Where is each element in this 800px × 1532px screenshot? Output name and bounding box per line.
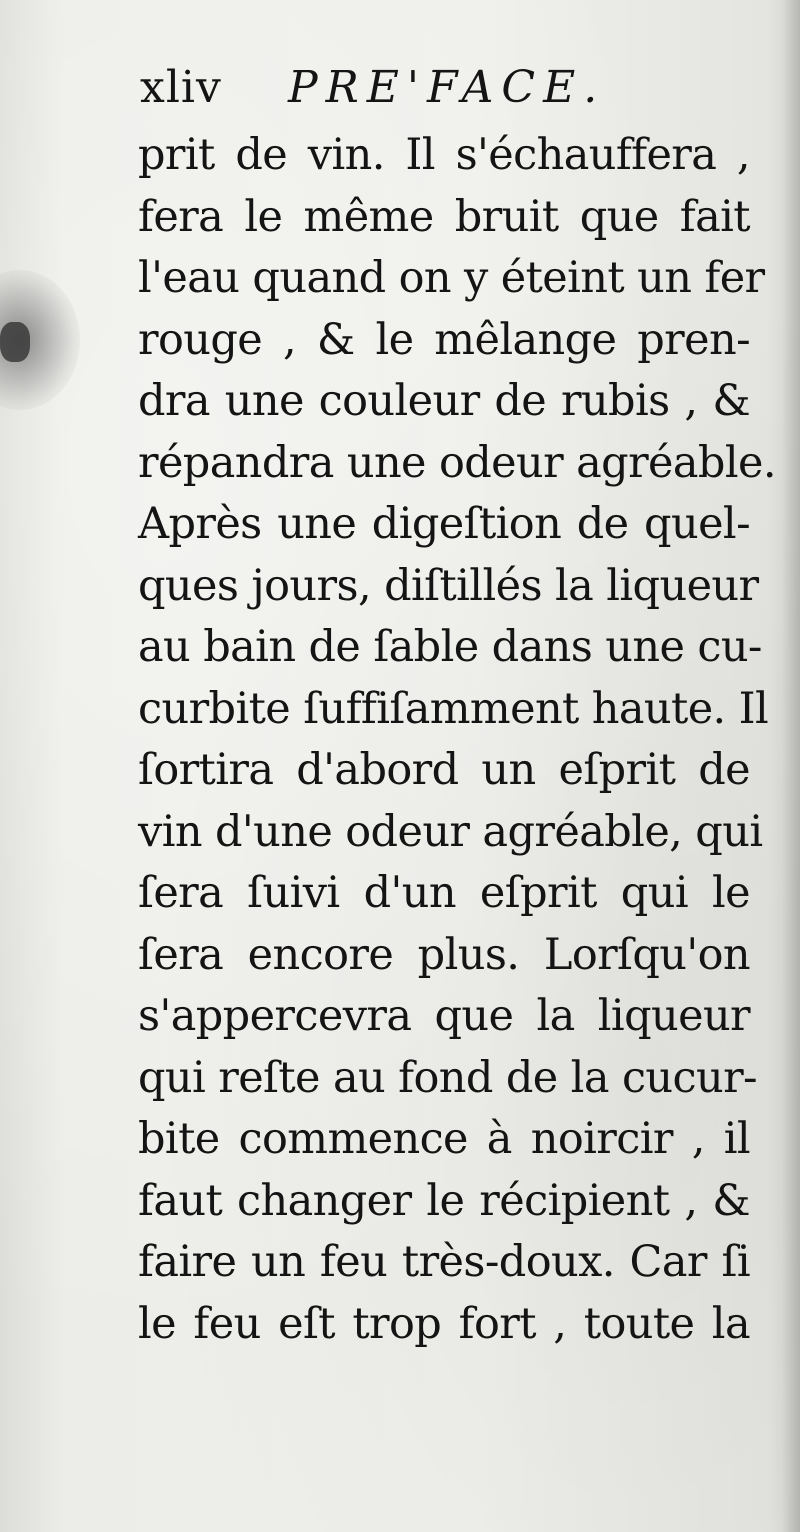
text-line: l'eau quand on y éteint un fer — [138, 253, 765, 303]
text-line: faire un feu très-doux. Car ſi — [138, 1237, 750, 1287]
text-line: fera le même bruit que fait — [138, 191, 750, 242]
text-line: rouge , & le mêlange pren- — [138, 314, 750, 365]
text-line: faut changer le récipient , & — [138, 1175, 750, 1226]
page-stain-core — [0, 322, 30, 362]
text-line: Après une digeſtion de quel- — [138, 499, 750, 549]
text-line: bite commence à noircir , il — [138, 1114, 750, 1164]
text-line: s'appercevra que la liqueur — [138, 991, 750, 1041]
text-line: au bain de ſable dans une cu- — [138, 622, 762, 672]
text-line: prit de vin. Il s'échauffera , — [138, 130, 750, 180]
text-line: ques jours, diſtillés la liqueur — [138, 560, 759, 611]
text-line: qui reſte au fond de la cucur- — [138, 1052, 757, 1103]
text-line: dra une couleur de rubis , & — [138, 376, 750, 426]
running-title: PRE'FACE. — [288, 62, 606, 113]
text-line: ſera encore plus. Lorſqu'on — [138, 929, 750, 980]
page-number: xliv — [140, 62, 222, 113]
text-line: vin d'une odeur agréable, qui — [138, 806, 763, 857]
text-line: ſortira d'abord un eſprit de — [138, 745, 750, 795]
page-edge-shadow — [782, 0, 800, 1532]
body-text — [138, 125, 776, 1355]
text-line: le feu eſt trop fort , toute la — [138, 1298, 750, 1349]
text-line: ſera ſuivi d'un eſprit qui le — [138, 868, 750, 918]
text-line: répandra une odeur agréable. — [138, 437, 776, 488]
text-line: curbite ſuffiſamment haute. Il — [138, 683, 769, 734]
page-header — [140, 58, 760, 118]
